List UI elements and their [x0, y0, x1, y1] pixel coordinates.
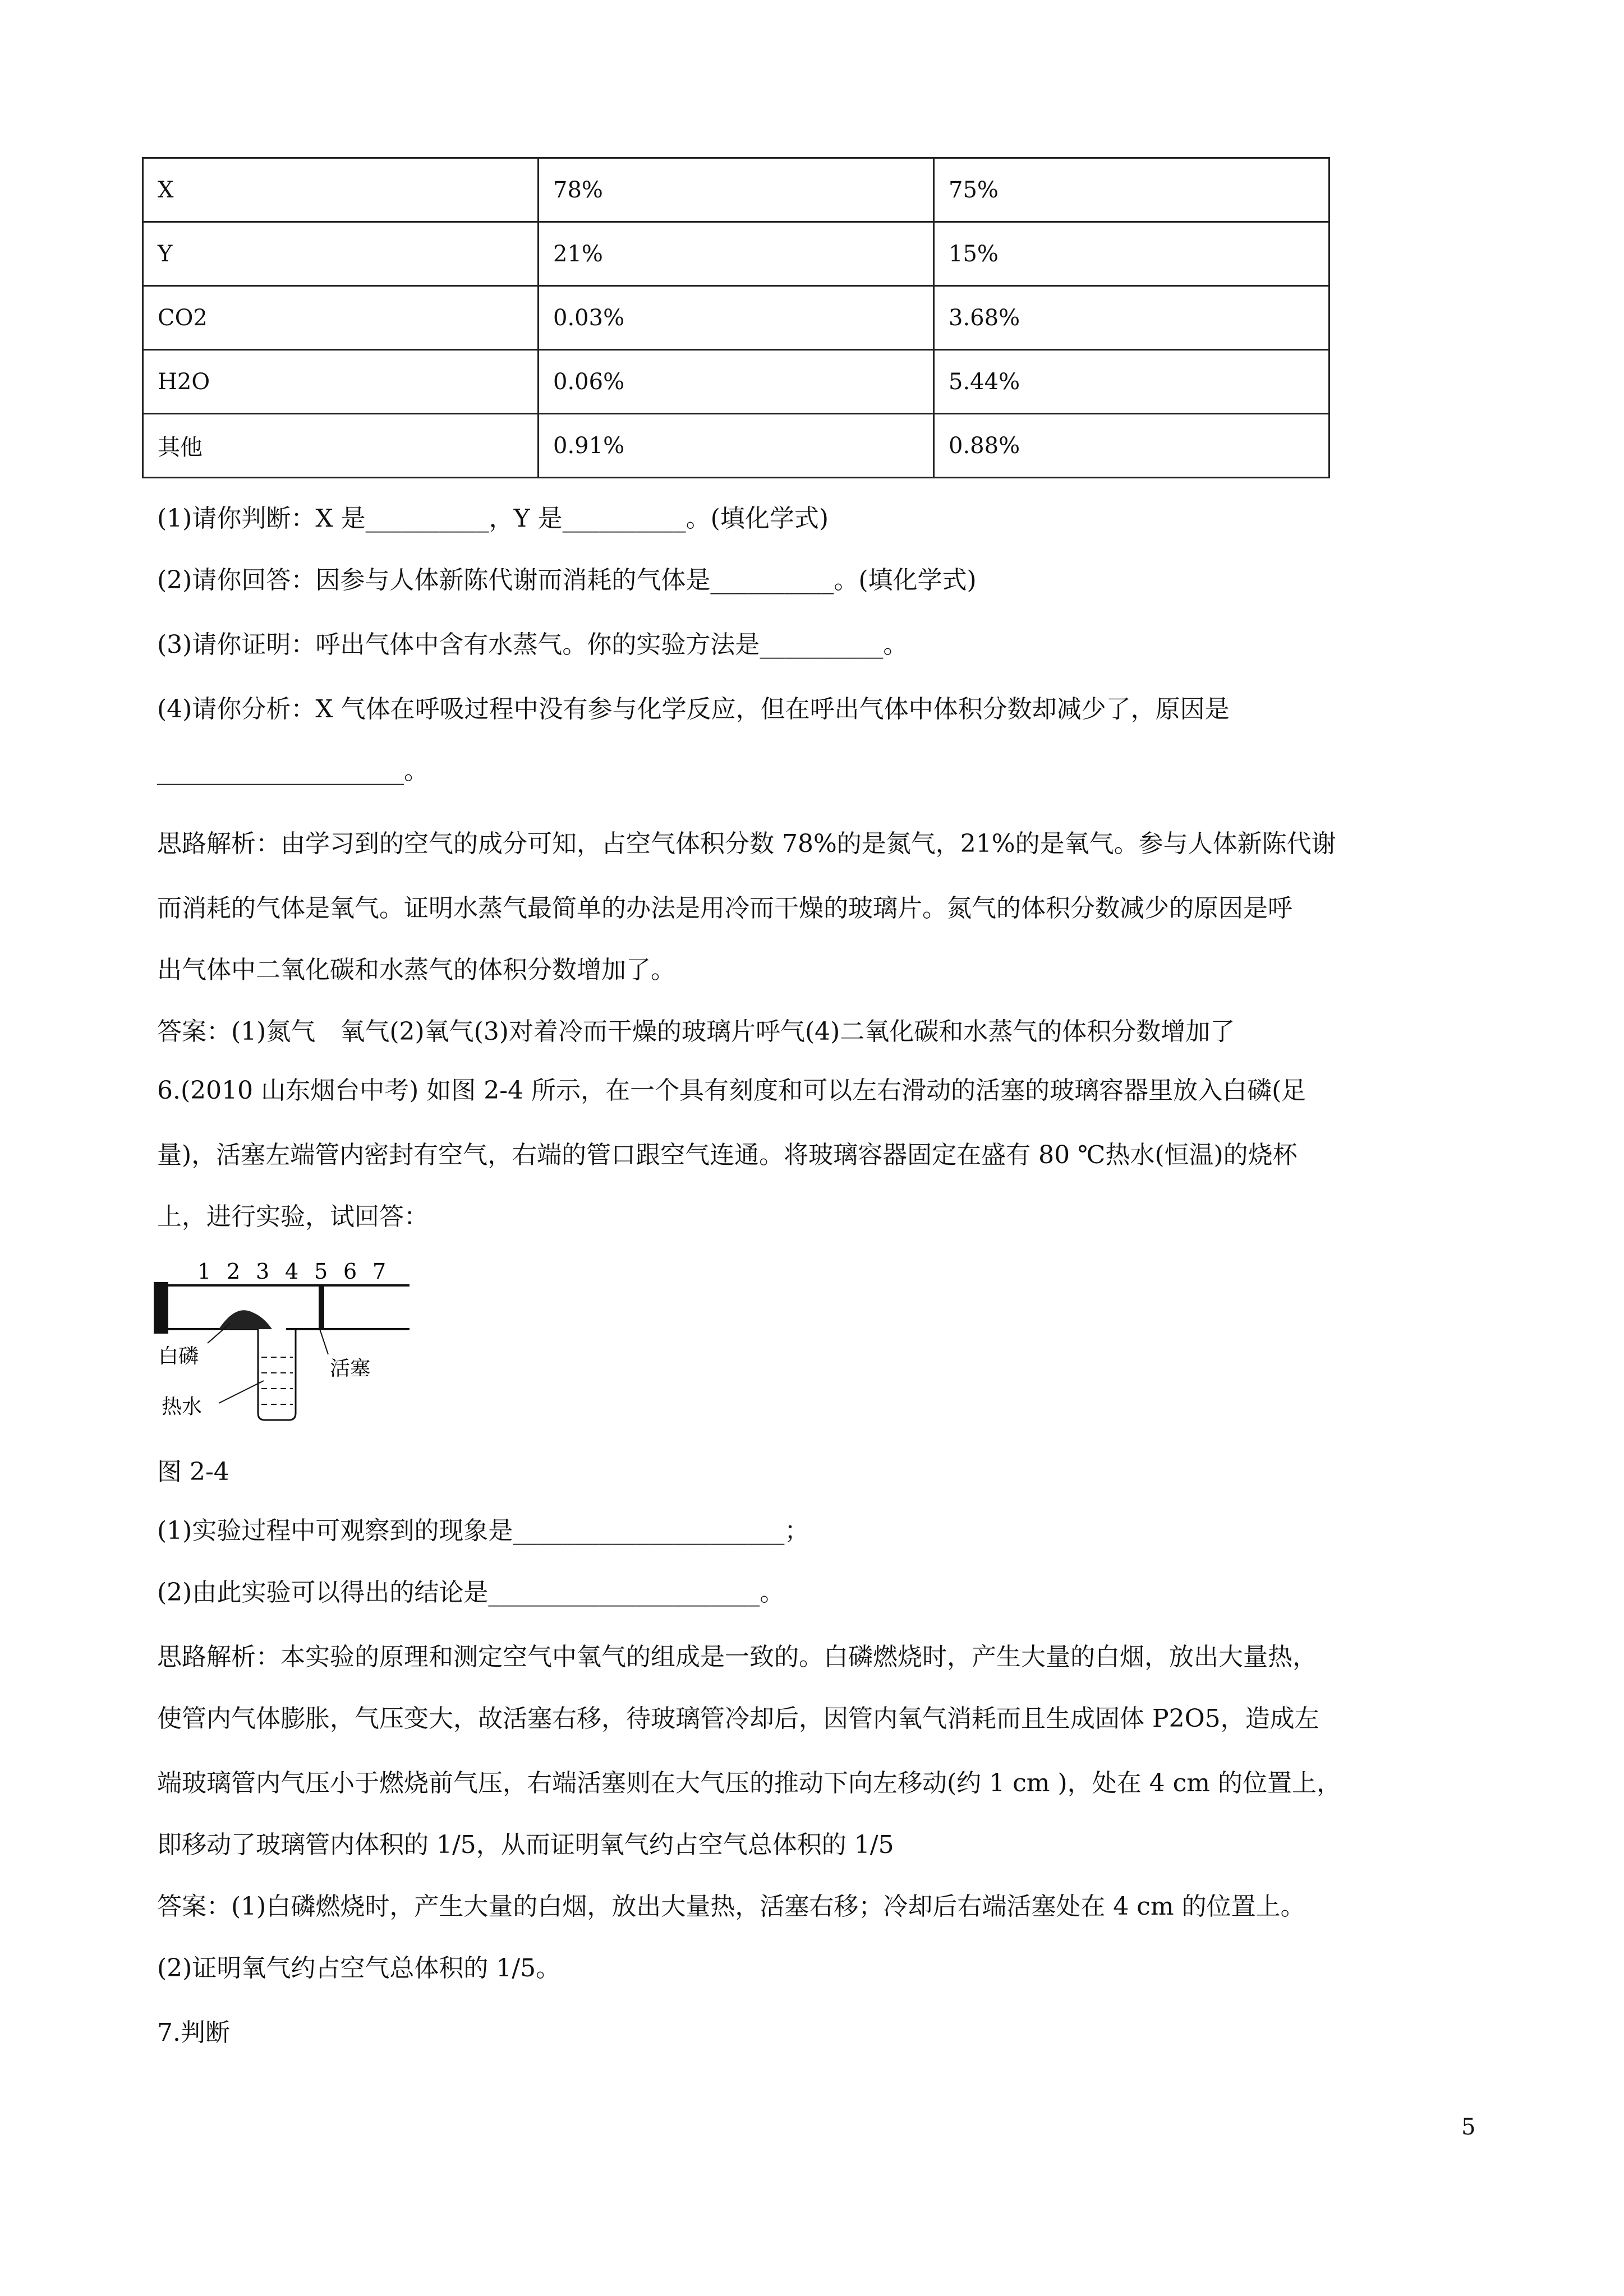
table-cell: 78%: [539, 158, 934, 222]
scale-3: 3: [256, 1259, 270, 1284]
scale-4: 4: [285, 1259, 299, 1284]
table-row: [143, 158, 1329, 222]
question-5-4: (4)请你分析：X 气体在呼吸过程中没有参与化学反应，但在呼出气体中体积分数却减少了，原因是: [157, 695, 1230, 723]
analysis-line-3: 出气体中二氧化碳和水蒸气的体积分数增加了。: [157, 956, 675, 984]
scale-5: 5: [314, 1259, 328, 1284]
table-row: [143, 286, 1329, 350]
analysis-6-line-3: 端玻璃管内气压小于燃烧前气压，右端活塞则在大气压的推动下向左移动(约 1 cm )，处在 4 cm 的位置上，: [157, 1769, 1341, 1797]
table-cell: 21%: [539, 222, 934, 286]
answer-6-line-1: 答案：(1)白磷燃烧时，产生大量的白烟，放出大量热，活塞右移；冷却后右端活塞处在 4 cm 的位置上。: [157, 1892, 1305, 1921]
page-number: 5: [1461, 2114, 1476, 2140]
table-cell: 15%: [934, 222, 1329, 286]
question-6-line-3: 上，进行实验，试回答：: [157, 1202, 429, 1231]
analysis-6-line-2: 使管内气体膨胀，气压变大，故活塞右移，待玻璃管冷却后，因管内氧气消耗而且生成固体 P2O5，造成左: [157, 1704, 1319, 1733]
table-cell: 其他: [143, 414, 539, 478]
analysis-6-line-1: 思路解析：本实验的原理和测定空气中氧气的组成是一致的。白磷燃烧时，产生大量的白烟，放出大量热，: [157, 1643, 1317, 1671]
question-6-1: (1)实验过程中可观察到的现象是______________________；: [157, 1516, 809, 1545]
table-row: [143, 414, 1329, 478]
tube-stopper: [154, 1282, 168, 1334]
table-row: [143, 350, 1329, 414]
table-cell: 0.88%: [934, 414, 1329, 478]
table-cell: 75%: [934, 158, 1329, 222]
label-white-phosphorus: 白磷: [158, 1345, 199, 1368]
table-cell: Y: [143, 222, 539, 286]
question-5-2: (2)请你回答：因参与人体新陈代谢而消耗的气体是__________。(填化学式): [157, 566, 977, 594]
answer-6-line-2: (2)证明氧气约占空气总体积的 1/5。: [157, 1954, 561, 1983]
table-cell: CO2: [143, 286, 539, 350]
question-6-line-1: 6.(2010 山东烟台中考) 如图 2-4 所示，在一个具有刻度和可以左右滑动的活塞的玻璃容器里放入白磷(足: [157, 1076, 1306, 1105]
table-cell: 3.68%: [934, 286, 1329, 350]
figure-caption: 图 2-4: [157, 1458, 229, 1486]
table-cell: 0.91%: [539, 414, 934, 478]
label-hot-water: 热水: [162, 1395, 203, 1418]
water-lines: [261, 1357, 293, 1404]
piston: [319, 1285, 324, 1329]
question-5-1: (1)请你判断：X 是__________，Y 是__________。(填化学式): [157, 504, 829, 533]
question-7: 7.判断: [157, 2018, 230, 2047]
label-pointer-piston: [320, 1329, 328, 1354]
gas-composition-table: [142, 157, 1330, 478]
label-pointer-phosphorus: [208, 1324, 230, 1343]
scale-2: 2: [227, 1259, 241, 1284]
label-pointer-water: [219, 1381, 264, 1403]
table-row: [143, 222, 1329, 286]
scale-7: 7: [372, 1259, 387, 1284]
question-6-2: (2)由此实验可以得出的结论是______________________。: [157, 1578, 785, 1607]
label-piston: 活塞: [330, 1357, 371, 1380]
analysis-6-line-4: 即移动了玻璃管内体积的 1/5，从而证明氧气约占空气总体积的 1/5: [157, 1831, 894, 1859]
table-cell: 0.06%: [539, 350, 934, 414]
analysis-line-2: 而消耗的气体是氧气。证明水蒸气最简单的办法是用冷而干燥的玻璃片。氮气的体积分数减少的原因是呼: [157, 894, 1292, 923]
table-cell: 5.44%: [934, 350, 1329, 414]
analysis-line-1: 思路解析：由学习到的空气的成分可知，占空气体积分数 78%的是氮气，21%的是氧气。参与人体新陈代谢: [157, 829, 1336, 858]
beaker: [258, 1329, 296, 1420]
question-5-4-blank: ____________________。: [157, 757, 429, 785]
table-cell: 0.03%: [539, 286, 934, 350]
scale-6: 6: [343, 1259, 357, 1284]
table-cell: H2O: [143, 350, 539, 414]
question-5-3: (3)请你证明：呼出气体中含有水蒸气。你的实验方法是__________。: [157, 630, 908, 659]
answer-5: 答案：(1)氮气 氧气(2)氧气(3)对着冷而干燥的玻璃片呼气(4)二氧化碳和水蒸气的体积分数增加了: [157, 1017, 1235, 1046]
question-6-line-2: 量)，活塞左端管内密封有空气，右端的管口跟空气连通。将玻璃容器固定在盛有 80 ℃热水(恒温)的烧杯: [157, 1141, 1298, 1169]
experiment-figure: [151, 1256, 421, 1424]
table-cell: X: [143, 158, 539, 222]
scale-1: 1: [197, 1259, 211, 1284]
